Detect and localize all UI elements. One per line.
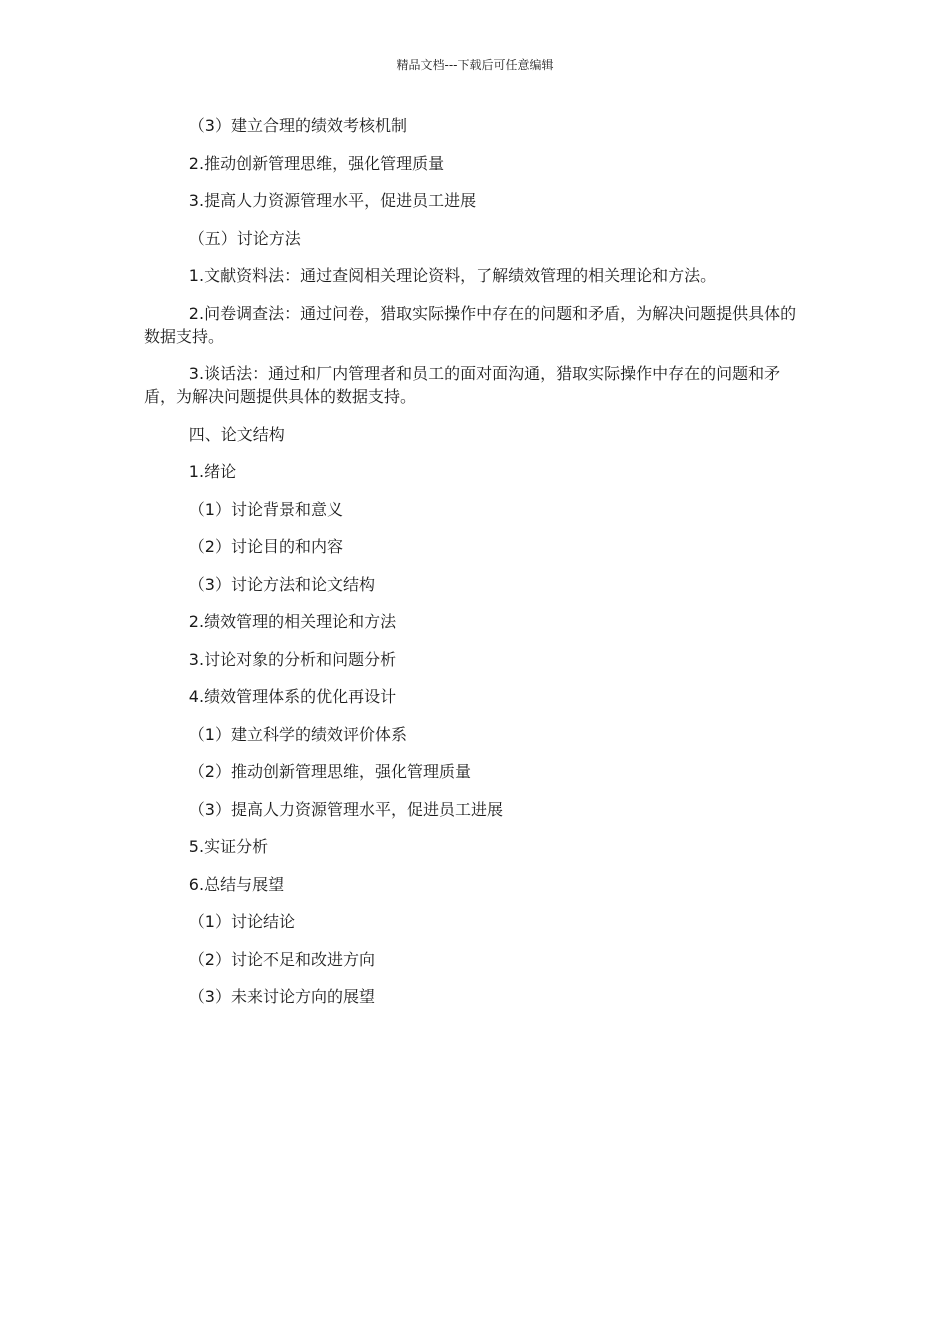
list-item: （3）提高人力资源管理水平，促进员工进展	[188, 799, 503, 819]
list-item: 2.绩效管理的相关理论和方法	[188, 612, 397, 631]
document-body	[144, 114, 806, 1023]
list-item: 4.绩效管理体系的优化再设计	[188, 687, 397, 706]
list-item: （1）讨论结论	[188, 912, 295, 931]
list-item: 1.绪论	[188, 462, 237, 481]
paragraph: 2.推动创新管理思维，强化管理质量	[188, 153, 445, 173]
paragraph: （3）建立合理的绩效考核机制	[188, 116, 407, 135]
list-item: （2）讨论不足和改进方向	[188, 949, 375, 969]
page-header: 精品文档---下载后可任意编辑	[396, 58, 554, 72]
list-item: （1）讨论背景和意义	[188, 499, 343, 519]
list-item: （2）讨论目的和内容	[188, 537, 343, 556]
paragraph: 1.文献资料法：通过查阅相关理论资料，了解绩效管理的相关理论和方法。	[188, 266, 717, 285]
section-heading: 四、论文结构	[188, 424, 285, 444]
list-item: （3）讨论方法和论文结构	[188, 574, 375, 594]
paragraph: 3.谈话法：通过和厂内管理者和员工的面对面沟通，猎取实际操作中存在的问题和矛盾，为解决问题提供具体的数据支持。	[144, 364, 781, 406]
list-item: 5.实证分析	[188, 837, 269, 856]
list-item: 3.讨论对象的分析和问题分析	[188, 649, 397, 669]
paragraph: 3.提高人力资源管理水平，促进员工进展	[188, 191, 477, 210]
list-item: 6.总结与展望	[188, 874, 285, 894]
list-item: （3）未来讨论方向的展望	[188, 987, 375, 1006]
list-item: （1）建立科学的绩效评价体系	[188, 724, 407, 744]
list-item: （2）推动创新管理思维，强化管理质量	[188, 762, 471, 781]
section-heading: （五）讨论方法	[188, 228, 301, 248]
paragraph: 2.问卷调查法：通过问卷，猎取实际操作中存在的问题和矛盾，为解决问题提供具体的数据支持。	[144, 303, 797, 346]
